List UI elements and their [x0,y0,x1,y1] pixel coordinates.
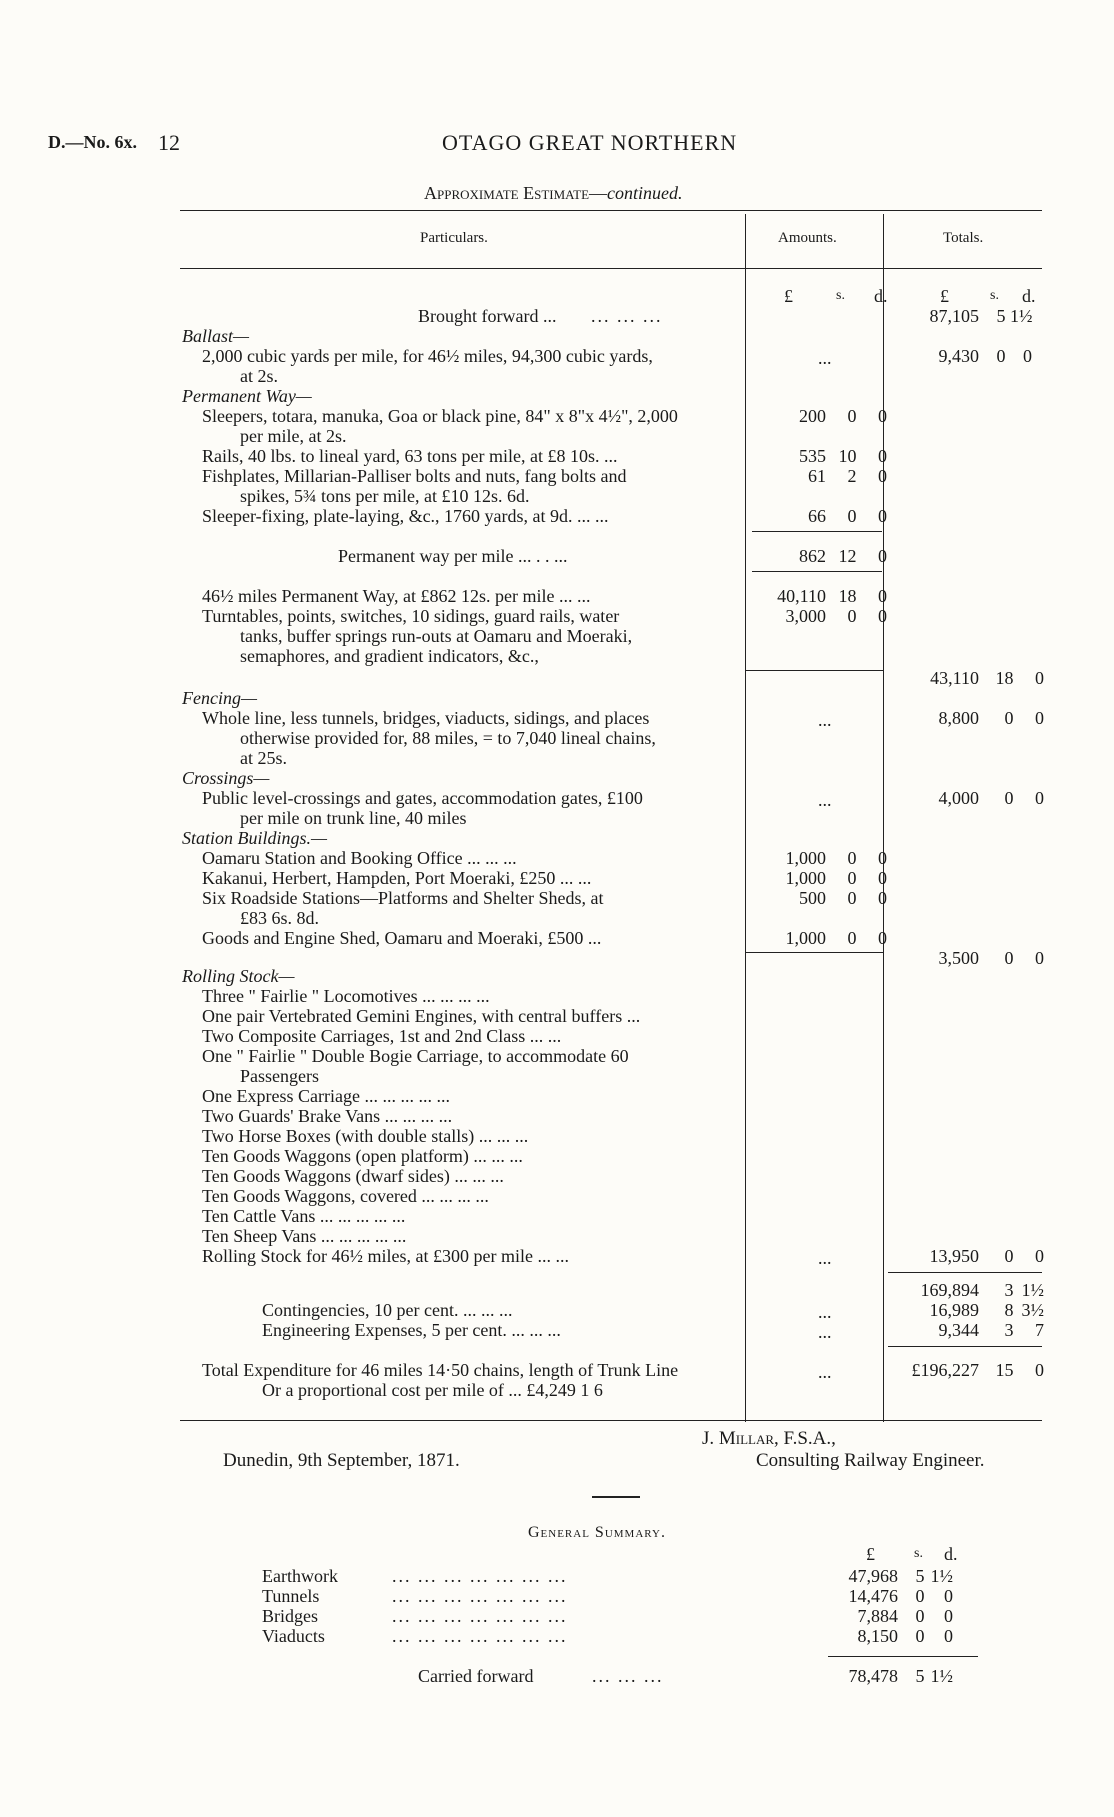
total-expenditure-total [895,1360,1044,1380]
sleepers-line: Sleepers, totara, manuka, Goa or black pine, 84" x 8"x 4½", 2,000 [202,406,678,426]
shillings: 0 [1004,708,1014,728]
shillings: 0 [847,606,857,626]
ballast-line: 2,000 cubic yards per mile, for 46½ miles, 94,300 cubic yards, [202,346,653,366]
section-separator [592,1496,640,1498]
rolling-stock-item: Passengers [240,1066,319,1086]
rolling-stock-item: Ten Goods Waggons (dwarf sides) ... ... ... [202,1166,504,1186]
pounds: 9,430 [938,346,979,366]
shillings: 0 [1004,788,1014,808]
turntables-line: Turntables, points, switches, 10 sidings, guard rails, water [202,606,620,626]
pence: 0 [878,848,887,868]
pence: 0 [1035,948,1044,968]
section-heading-station-buildings: Station Buildings.— [182,828,328,848]
fishplates-amount [770,466,887,486]
section-heading-rolling-stock: Rolling Stock— [182,966,295,986]
fishplates-line: spikes, 5¾ tons per mile, at £10 12s. 6d. [240,486,530,506]
pence: 0 [878,546,887,566]
shillings: 0 [847,848,857,868]
amounts-divider [745,214,746,1422]
pence: 0 [944,1586,953,1606]
goods-shed-line: Goods and Engine Shed, Oamaru and Moeraki, £500 ... [202,928,602,948]
pounds: 200 [799,406,826,426]
pounds: 8,800 [938,708,979,728]
kakanui-line: Kakanui, Herbert, Hampden, Port Moeraki, £250 ... ... [202,868,592,888]
pence: 0 [944,1626,953,1646]
subtotal-rule [888,1272,1042,1273]
pounds: 66 [808,506,826,526]
shillings: 0 [847,928,857,948]
column-header-particulars: Particulars. [420,230,488,246]
unit-pence: d. [1022,286,1036,306]
table-top-rule [180,210,1042,211]
pounds: 9,344 [938,1320,979,1340]
brought-forward-label [418,306,662,326]
pence: 1½ [930,1666,953,1686]
ballast-amount: ... [818,348,832,368]
leader-dots: ... ... ... ... ... ... ... [392,1626,568,1646]
shillings: 0 [847,406,857,426]
pounds: 61 [808,466,826,486]
summary-label: Tunnels [262,1586,320,1606]
shillings: 5 [915,1566,925,1586]
pence: 0 [878,406,887,426]
pounds: 78,478 [848,1666,898,1686]
carried-forward-row [418,1666,1042,1686]
shillings: 12 [838,546,857,566]
unit-shillings: s. [914,1546,923,1561]
rolling-stock-amount: ... [818,1248,832,1268]
station-buildings-total [905,948,1044,968]
pence: 0 [1023,346,1032,366]
sleeper-fixing-amount [770,506,887,526]
rolling-stock-item: One pair Vertebrated Gemini Engines, with central buffers ... [202,1006,641,1026]
shillings: 18 [838,586,857,606]
leader-dots: ... ... ... ... ... ... ... [392,1566,568,1586]
roadside-stations-amount [752,888,887,908]
column-header-totals: Totals. [943,230,984,246]
oamaru-amount [752,848,887,868]
pence: 0 [878,466,887,486]
rails-line: Rails, 40 lbs. to lineal yard, 63 tons per mile, at £8 10s. ... [202,446,618,466]
summary-row-viaducts [262,1626,1042,1646]
pounds: 47,968 [848,1566,898,1586]
permanent-way-total [905,668,1044,688]
rolling-stock-item: One " Fairlie " Double Bogie Carriage, to accommodate 60 [202,1046,629,1066]
column-header-amounts: Amounts. [778,230,837,246]
pence: 0 [1035,1246,1044,1266]
pence: 1½ [930,1566,953,1586]
leader-dots: ... ... ... ... ... ... ... [392,1586,568,1606]
rails-amount [770,446,887,466]
crossings-amount: ... [818,790,832,810]
summary-title: General Summary. [528,1524,666,1541]
fencing-total [905,708,1044,728]
summary-row-tunnels [262,1586,1042,1606]
pence: 3½ [1021,1300,1044,1320]
roadside-stations-line: £83 6s. 8d. [240,908,320,928]
pounds: 14,476 [848,1586,898,1606]
per-mile-amount [770,546,887,566]
ballast-total [905,346,1032,366]
engineering-total [905,1320,1044,1340]
subtotal-rule [888,1346,1042,1347]
summary-row-bridges [262,1606,1042,1626]
signature-role: Consulting Railway Engineer. [756,1450,985,1471]
kakanui-amount [752,868,887,888]
pounds: £196,227 [911,1360,979,1380]
unit-pence: d. [944,1544,958,1564]
shillings: 18 [995,668,1014,688]
signature-name: J. Millar, F.S.A., [702,1428,836,1449]
brought-forward-total [905,306,1032,326]
rolling-stock-item: One Express Carriage ... ... ... ... ... [202,1086,450,1106]
shillings: 0 [847,888,857,908]
summary-total-rule [828,1656,978,1657]
rolling-stock-item: Rolling Stock for 46½ miles, at £300 per mile ... ... [202,1246,569,1266]
shillings: 8 [1004,1300,1014,1320]
sleeper-fixing-line: Sleeper-fixing, plate-laying, &c., 1760 yards, at 9d. ... ... [202,506,609,526]
pounds: 43,110 [930,668,979,688]
unit-shillings: s. [836,288,845,303]
section-heading-ballast: Ballast— [182,326,250,346]
subtitle-continued: continued. [607,183,683,203]
pounds: 862 [799,546,826,566]
shillings: 3 [1004,1320,1014,1340]
rolling-stock-item: Ten Cattle Vans ... ... ... ... ... [202,1206,406,1226]
page-subtitle [424,183,683,204]
shillings: 0 [915,1606,925,1626]
unit-pound: £ [784,286,793,306]
fencing-amount: ... [818,710,832,730]
pounds: 87,105 [929,306,979,326]
pounds: 8,150 [857,1626,898,1646]
summary-label: Earthwork [262,1566,338,1586]
shillings: 0 [1004,1246,1014,1266]
section-heading-permanent-way: Permanent Way— [182,386,312,406]
pounds: 1,000 [785,848,826,868]
shillings: 3 [1004,1280,1014,1300]
header-bottom-rule [180,268,1042,269]
sleepers-line: per mile, at 2s. [240,426,347,446]
pence: 0 [878,586,887,606]
shillings: 0 [847,506,857,526]
contingencies-total [905,1300,1044,1320]
pounds: 169,894 [920,1280,979,1300]
summary-unit-header [866,1544,958,1564]
sleepers-amount [770,406,887,426]
pence: 1½ [1021,1280,1044,1300]
shillings: 10 [838,446,857,466]
unit-pence: d. [874,286,888,306]
unit-shillings: s. [990,288,999,303]
fencing-line: at 25s. [240,748,287,768]
fencing-line: Whole line, less tunnels, bridges, viaducts, sidings, and places [202,708,650,728]
section-heading-fencing: Fencing— [182,688,257,708]
turntables-line: tanks, buffer springs run-outs at Oamaru and Moeraki, [240,626,633,646]
shillings: 5 [996,306,1006,326]
pence: 0 [878,868,887,888]
shillings: 0 [1004,948,1014,968]
summary-label: Viaducts [262,1626,325,1646]
rolling-stock-total [905,1246,1044,1266]
pence: 0 [1035,1360,1044,1380]
rolling-stock-item: Two Composite Carriages, 1st and 2nd Class ... ... [202,1026,562,1046]
pounds: 1,000 [785,868,826,888]
turntables-amount [752,606,887,626]
engineering-line: Engineering Expenses, 5 per cent. ... ... ... [262,1320,561,1340]
leader-dots: ... ... ... [590,306,663,326]
subtotal [905,1280,1044,1300]
miles-permanent-way-line: 46½ miles Permanent Way, at £862 12s. per mile ... ... [202,586,591,606]
totals-unit-header [940,286,1036,306]
goods-shed-amount [752,928,887,948]
brought-forward-text: Brought forward ... [418,306,557,326]
pence: 0 [878,888,887,908]
shillings: 0 [915,1586,925,1606]
roadside-stations-line: Six Roadside Stations—Platforms and Shelter Sheds, at [202,888,604,908]
unit-pound: £ [940,286,949,306]
carried-forward-label: Carried forward [418,1666,534,1686]
total-expenditure-line: Or a proportional cost per mile of ... £4,249 1 6 [262,1380,603,1400]
pounds: 4,000 [938,788,979,808]
rolling-stock-item: Ten Goods Waggons (open platform) ... ... ... [202,1146,523,1166]
turntables-line: semaphores, and gradient indicators, &c., [240,646,539,666]
crossings-total [905,788,1044,808]
pounds: 3,500 [938,948,979,968]
totals-divider [883,214,884,1422]
document-reference: D.—No. 6x. [48,132,137,152]
shillings: 5 [915,1666,925,1686]
section-heading-crossings: Crossings— [182,768,270,788]
oamaru-line: Oamaru Station and Booking Office ... ... ... [202,848,517,868]
summary-row-earthwork [262,1566,1042,1586]
pounds: 3,000 [785,606,826,626]
pence: 0 [944,1606,953,1626]
shillings: 15 [995,1360,1014,1380]
pence: 1½ [1010,306,1033,326]
contingencies-amount: ... [818,1302,832,1322]
summary-label: Bridges [262,1606,318,1626]
pence: 0 [1035,668,1044,688]
per-mile-line: Permanent way per mile ... . . ... [338,546,568,566]
pence: 0 [878,928,887,948]
rolling-stock-item: Two Guards' Brake Vans ... ... ... ... [202,1106,453,1126]
pounds: 16,989 [929,1300,979,1320]
amounts-unit-header [784,286,888,306]
fencing-line: otherwise provided for, 88 miles, = to 7,040 lineal chains, [240,728,656,748]
total-expenditure-amount: ... [818,1362,832,1382]
table-bottom-rule [180,1420,1042,1421]
shillings: 0 [996,346,1006,366]
subtotal-rule [752,571,882,572]
rolling-stock-item: Ten Goods Waggons, covered ... ... ... ... [202,1186,489,1206]
pounds: 1,000 [785,928,826,948]
place-date: Dunedin, 9th September, 1871. [223,1450,460,1471]
subtotal-rule [745,952,883,953]
contingencies-line: Contingencies, 10 per cent. ... ... ... [262,1300,513,1320]
shillings: 0 [847,868,857,888]
subtitle-main: Approximate Estimate— [424,183,608,203]
miles-permanent-way-amount [752,586,887,606]
pence: 0 [878,506,887,526]
fishplates-line: Fishplates, Millarian-Palliser bolts and nuts, fang bolts and [202,466,627,486]
subtotal-rule [745,670,883,671]
rolling-stock-item: Two Horse Boxes (with double stalls) ... ... ... [202,1126,529,1146]
page-title: OTAGO GREAT NORTHERN [442,130,738,155]
pounds: 13,950 [929,1246,979,1266]
pence: 7 [1035,1320,1044,1340]
shillings: 0 [915,1626,925,1646]
unit-pound: £ [866,1544,875,1564]
pence: 0 [1035,708,1044,728]
pence: 0 [1035,788,1044,808]
page-number: 12 [158,130,180,155]
rolling-stock-item: Ten Sheep Vans ... ... ... ... ... [202,1226,407,1246]
total-expenditure-line: Total Expenditure for 46 miles 14·50 chains, length of Trunk Line [202,1360,679,1380]
subtotal-rule [752,531,882,532]
pence: 0 [878,446,887,466]
ballast-line: at 2s. [240,366,278,386]
pence: 0 [878,606,887,626]
engineering-amount: ... [818,1322,832,1342]
leader-dots: ... ... ... ... ... ... ... [392,1606,568,1626]
pounds: 500 [799,888,826,908]
pounds: 7,884 [857,1606,898,1626]
crossings-line: Public level-crossings and gates, accommodation gates, £100 [202,788,643,808]
leader-dots: ... ... ... [591,1666,664,1686]
pounds: 40,110 [777,586,826,606]
pounds: 535 [799,446,826,466]
rolling-stock-item: Three " Fairlie " Locomotives ... ... ... ... [202,986,490,1006]
shillings: 2 [847,466,857,486]
crossings-line: per mile on trunk line, 40 miles [240,808,467,828]
